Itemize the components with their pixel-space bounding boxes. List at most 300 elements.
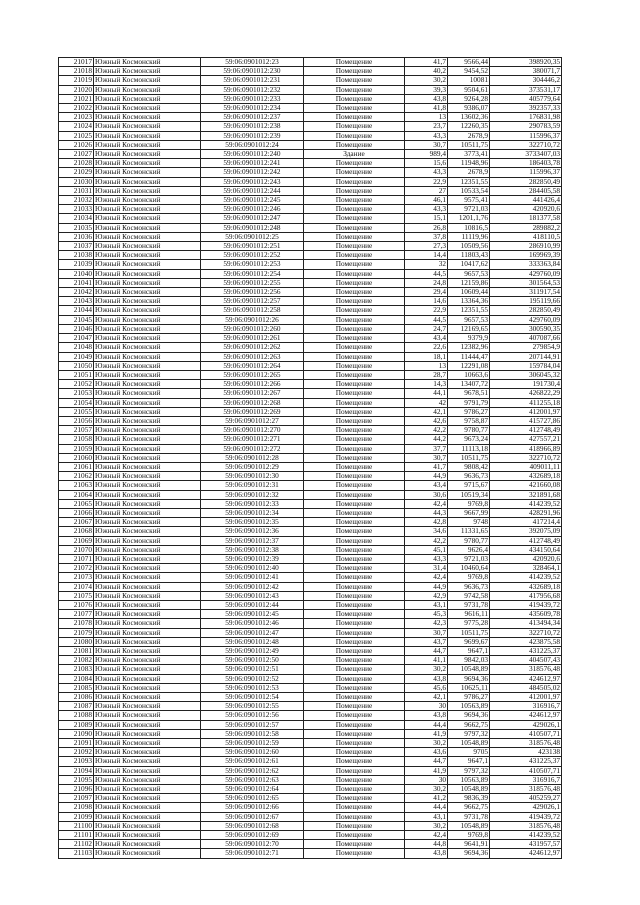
table-row (59, 748, 562, 757)
district-cell: Южный Космонский (94, 711, 201, 720)
row-number-cell: 21041 (59, 278, 94, 287)
area-cell: 43,7 (405, 637, 448, 646)
cadastral-cost-cell: 423138 (490, 748, 562, 757)
object-type-cell: Помещение (304, 499, 405, 508)
row-number-cell: 21030 (59, 177, 94, 186)
cadastral-cost-cell: 316916,7 (490, 775, 562, 784)
row-number-cell: 21047 (59, 334, 94, 343)
row-number-cell: 21043 (59, 297, 94, 306)
row-number-cell: 21042 (59, 288, 94, 297)
table-row (59, 702, 562, 711)
object-type-cell: Помещение (304, 748, 405, 757)
cadastral-cost-cell: 429026,1 (490, 803, 562, 812)
cadastral-cost-cell: 392357,33 (490, 104, 562, 113)
row-number-cell: 21039 (59, 260, 94, 269)
object-type-cell: Помещение (304, 683, 405, 692)
table-row (59, 766, 562, 775)
object-type-cell: Помещение (304, 508, 405, 517)
table-row (59, 794, 562, 803)
object-type-cell: Помещение (304, 94, 405, 103)
cadastral-number-cell: 59:06:0901012:64 (201, 785, 304, 794)
object-type-cell: Помещение (304, 490, 405, 499)
district-cell: Южный Космонский (94, 306, 201, 315)
row-number-cell: 21097 (59, 794, 94, 803)
cadastral-cost-cell: 429760,09 (490, 315, 562, 324)
cadastral-number-cell: 59:06:0901012:244 (201, 186, 304, 195)
unit-value-cell: 9721,03 (448, 554, 490, 563)
table-row (59, 76, 562, 85)
area-cell: 42,4 (405, 499, 448, 508)
table-row (59, 536, 562, 545)
cadastral-number-cell: 59:06:0901012:263 (201, 352, 304, 361)
object-type-cell: Помещение (304, 334, 405, 343)
row-number-cell: 21023 (59, 113, 94, 122)
table-row (59, 306, 562, 315)
cadastral-cost-cell: 279854,9 (490, 343, 562, 352)
row-number-cell: 21050 (59, 361, 94, 370)
table-row (59, 334, 562, 343)
object-type-cell: Помещение (304, 242, 405, 251)
cadastral-number-cell: 59:06:0901012:261 (201, 334, 304, 343)
object-type-cell: Помещение (304, 775, 405, 784)
object-type-cell: Помещение (304, 251, 405, 260)
table-row (59, 785, 562, 794)
area-cell: 44,1 (405, 389, 448, 398)
registry-table-body (59, 58, 562, 859)
row-number-cell: 21078 (59, 619, 94, 628)
area-cell: 29,4 (405, 288, 448, 297)
table-row (59, 582, 562, 591)
area-cell: 42,1 (405, 407, 448, 416)
object-type-cell: Помещение (304, 849, 405, 858)
row-number-cell: 21102 (59, 840, 94, 849)
row-number-cell: 21073 (59, 573, 94, 582)
object-type-cell: Помещение (304, 288, 405, 297)
table-row (59, 150, 562, 159)
cadastral-number-cell: 59:06:0901012:247 (201, 214, 304, 223)
unit-value-cell: 9780,77 (448, 426, 490, 435)
object-type-cell: Помещение (304, 573, 405, 582)
district-cell: Южный Космонский (94, 260, 201, 269)
unit-value-cell: 13407,72 (448, 380, 490, 389)
object-type-cell: Помещение (304, 453, 405, 462)
area-cell: 44,4 (405, 803, 448, 812)
table-row (59, 389, 562, 398)
area-cell: 13 (405, 113, 448, 122)
object-type-cell: Помещение (304, 720, 405, 729)
object-type-cell: Помещение (304, 177, 405, 186)
row-number-cell: 21052 (59, 380, 94, 389)
area-cell: 41,9 (405, 729, 448, 738)
object-type-cell: Помещение (304, 389, 405, 398)
cadastral-cost-cell: 159784,04 (490, 361, 562, 370)
district-cell: Южный Космонский (94, 591, 201, 600)
cadastral-number-cell: 59:06:0901012:234 (201, 104, 304, 113)
area-cell: 44,9 (405, 472, 448, 481)
district-cell: Южный Космонский (94, 223, 201, 232)
table-row (59, 610, 562, 619)
district-cell: Южный Космонский (94, 104, 201, 113)
district-cell: Южный Космонский (94, 324, 201, 333)
row-number-cell: 21025 (59, 131, 94, 140)
object-type-cell: Помещение (304, 665, 405, 674)
table-row (59, 490, 562, 499)
row-number-cell: 21044 (59, 306, 94, 315)
unit-value-cell: 9657,53 (448, 269, 490, 278)
area-cell: 42,9 (405, 591, 448, 600)
cadastral-number-cell: 59:06:0901012:39 (201, 554, 304, 563)
cadastral-number-cell: 59:06:0901012:38 (201, 545, 304, 554)
table-row (59, 122, 562, 131)
cadastral-cost-cell: 410507,71 (490, 729, 562, 738)
district-cell: Южный Космонский (94, 232, 201, 241)
district-cell: Южный Космонский (94, 748, 201, 757)
cadastral-cost-cell: 181377,58 (490, 214, 562, 223)
cadastral-number-cell: 59:06:0901012:51 (201, 665, 304, 674)
row-number-cell: 21081 (59, 647, 94, 656)
area-cell: 30,7 (405, 628, 448, 637)
district-cell: Южный Космонский (94, 444, 201, 453)
district-cell: Южный Космонский (94, 150, 201, 159)
object-type-cell: Помещение (304, 591, 405, 600)
area-cell: 43,1 (405, 812, 448, 821)
unit-value-cell: 9699,67 (448, 637, 490, 646)
cadastral-cost-cell: 410507,71 (490, 766, 562, 775)
cadastral-cost-cell: 417214,4 (490, 518, 562, 527)
unit-value-cell: 11113,18 (448, 444, 490, 453)
district-cell: Южный Космонский (94, 821, 201, 830)
area-cell: 15,1 (405, 214, 448, 223)
cadastral-cost-cell: 424612,97 (490, 674, 562, 683)
table-row (59, 297, 562, 306)
row-number-cell: 21094 (59, 766, 94, 775)
area-cell: 44,4 (405, 720, 448, 729)
area-cell: 30,2 (405, 665, 448, 674)
object-type-cell: Помещение (304, 140, 405, 149)
object-type-cell: Помещение (304, 297, 405, 306)
table-row (59, 545, 562, 554)
row-number-cell: 21060 (59, 453, 94, 462)
cadastral-number-cell: 59:06:0901012:268 (201, 398, 304, 407)
row-number-cell: 21018 (59, 67, 94, 76)
area-cell: 18,1 (405, 352, 448, 361)
cadastral-number-cell: 59:06:0901012:262 (201, 343, 304, 352)
district-cell: Южный Космонский (94, 380, 201, 389)
table-row (59, 380, 562, 389)
unit-value-cell: 10460,64 (448, 564, 490, 573)
unit-value-cell: 10511,75 (448, 140, 490, 149)
table-row (59, 315, 562, 324)
cadastral-number-cell: 59:06:0901012:34 (201, 508, 304, 517)
object-type-cell: Помещение (304, 656, 405, 665)
object-type-cell: Помещение (304, 278, 405, 287)
cadastral-number-cell: 59:06:0901012:27 (201, 416, 304, 425)
table-row (59, 131, 562, 140)
table-row (59, 840, 562, 849)
cadastral-number-cell: 59:06:0901012:55 (201, 702, 304, 711)
district-cell: Южный Космонский (94, 122, 201, 131)
row-number-cell: 21049 (59, 352, 94, 361)
object-type-cell: Помещение (304, 564, 405, 573)
area-cell: 42,1 (405, 693, 448, 702)
cadastral-number-cell: 59:06:0901012:264 (201, 361, 304, 370)
row-number-cell: 21032 (59, 196, 94, 205)
object-type-cell: Помещение (304, 711, 405, 720)
cadastral-number-cell: 59:06:0901012:242 (201, 168, 304, 177)
cadastral-cost-cell: 417956,68 (490, 591, 562, 600)
table-row (59, 775, 562, 784)
object-type-cell: Помещение (304, 67, 405, 76)
cadastral-cost-cell: 420920,6 (490, 554, 562, 563)
cadastral-cost-cell: 282850,49 (490, 177, 562, 186)
row-number-cell: 21022 (59, 104, 94, 113)
area-cell: 41,9 (405, 766, 448, 775)
cadastral-number-cell: 59:06:0901012:231 (201, 76, 304, 85)
table-row (59, 628, 562, 637)
row-number-cell: 21065 (59, 499, 94, 508)
row-number-cell: 21033 (59, 205, 94, 214)
row-number-cell: 21054 (59, 398, 94, 407)
row-number-cell: 21080 (59, 637, 94, 646)
area-cell: 30,7 (405, 453, 448, 462)
row-number-cell: 21062 (59, 472, 94, 481)
cadastral-cost-cell: 432689,18 (490, 582, 562, 591)
unit-value-cell: 11444,47 (448, 352, 490, 361)
table-row (59, 527, 562, 536)
table-row (59, 499, 562, 508)
area-cell: 44,7 (405, 757, 448, 766)
row-number-cell: 21057 (59, 426, 94, 435)
row-number-cell: 21087 (59, 702, 94, 711)
row-number-cell: 21067 (59, 518, 94, 527)
cadastral-cost-cell: 304446,2 (490, 76, 562, 85)
table-row (59, 683, 562, 692)
unit-value-cell: 10081 (448, 76, 490, 85)
table-row (59, 407, 562, 416)
district-cell: Южный Космонский (94, 674, 201, 683)
object-type-cell: Помещение (304, 205, 405, 214)
table-row (59, 803, 562, 812)
table-row (59, 720, 562, 729)
unit-value-cell: 9797,32 (448, 766, 490, 775)
object-type-cell: Помещение (304, 702, 405, 711)
district-cell: Южный Космонский (94, 647, 201, 656)
row-number-cell: 21070 (59, 545, 94, 554)
cadastral-cost-cell: 398920,35 (490, 58, 562, 67)
cadastral-number-cell: 59:06:0901012:232 (201, 85, 304, 94)
unit-value-cell: 9836,39 (448, 794, 490, 803)
area-cell: 14,3 (405, 380, 448, 389)
area-cell: 989,4 (405, 150, 448, 159)
unit-value-cell: 9379,9 (448, 334, 490, 343)
unit-value-cell: 12169,65 (448, 324, 490, 333)
row-number-cell: 21092 (59, 748, 94, 757)
row-number-cell: 21100 (59, 821, 94, 830)
object-type-cell: Помещение (304, 76, 405, 85)
row-number-cell: 21064 (59, 490, 94, 499)
object-type-cell: Помещение (304, 85, 405, 94)
table-row (59, 693, 562, 702)
area-cell: 30,2 (405, 739, 448, 748)
cadastral-cost-cell: 115996,37 (490, 168, 562, 177)
object-type-cell: Помещение (304, 582, 405, 591)
unit-value-cell: 9647,1 (448, 757, 490, 766)
cadastral-number-cell: 59:06:0901012:24 (201, 140, 304, 149)
unit-value-cell: 11948,96 (448, 159, 490, 168)
cadastral-number-cell: 59:06:0901012:54 (201, 693, 304, 702)
row-number-cell: 21096 (59, 785, 94, 794)
cadastral-cost-cell: 419439,72 (490, 812, 562, 821)
cadastral-cost-cell: 186403,78 (490, 159, 562, 168)
cadastral-cost-cell: 409011,11 (490, 462, 562, 471)
unit-value-cell: 9842,03 (448, 656, 490, 665)
cadastral-cost-cell: 392075,09 (490, 527, 562, 536)
area-cell: 15,6 (405, 159, 448, 168)
unit-value-cell: 13364,36 (448, 297, 490, 306)
unit-value-cell: 12382,96 (448, 343, 490, 352)
area-cell: 44,2 (405, 435, 448, 444)
district-cell: Южный Космонский (94, 278, 201, 287)
area-cell: 43,6 (405, 748, 448, 757)
area-cell: 43,8 (405, 674, 448, 683)
area-cell: 45,3 (405, 610, 448, 619)
cadastral-number-cell: 59:06:0901012:50 (201, 656, 304, 665)
object-type-cell: Помещение (304, 821, 405, 830)
unit-value-cell: 1201,1,76 (448, 214, 490, 223)
object-type-cell: Помещение (304, 186, 405, 195)
table-row (59, 278, 562, 287)
cadastral-number-cell: 59:06:0901012:255 (201, 278, 304, 287)
row-number-cell: 21084 (59, 674, 94, 683)
cadastral-cost-cell: 421660,08 (490, 481, 562, 490)
object-type-cell: Помещение (304, 324, 405, 333)
cadastral-number-cell: 59:06:0901012:258 (201, 306, 304, 315)
table-row (59, 196, 562, 205)
district-cell: Южный Космонский (94, 693, 201, 702)
row-number-cell: 21028 (59, 159, 94, 168)
area-cell: 41,2 (405, 794, 448, 803)
unit-value-cell: 9694,36 (448, 674, 490, 683)
row-number-cell: 21103 (59, 849, 94, 858)
district-cell: Южный Космонский (94, 334, 201, 343)
cadastral-cost-cell: 405779,64 (490, 94, 562, 103)
row-number-cell: 21089 (59, 720, 94, 729)
cadastral-cost-cell: 414239,52 (490, 831, 562, 840)
row-number-cell: 21101 (59, 831, 94, 840)
unit-value-cell: 10609,44 (448, 288, 490, 297)
cadastral-number-cell: 59:06:0901012:254 (201, 269, 304, 278)
cadastral-cost-cell: 407087,66 (490, 334, 562, 343)
area-cell: 14,4 (405, 251, 448, 260)
area-cell: 44,8 (405, 840, 448, 849)
cadastral-cost-cell: 423875,58 (490, 637, 562, 646)
area-cell: 39,3 (405, 85, 448, 94)
cadastral-cost-cell: 428291,96 (490, 508, 562, 517)
area-cell: 43,3 (405, 131, 448, 140)
cadastral-cost-cell: 429760,09 (490, 269, 562, 278)
area-cell: 43,3 (405, 205, 448, 214)
cadastral-cost-cell: 431225,37 (490, 757, 562, 766)
object-type-cell: Помещение (304, 306, 405, 315)
object-type-cell: Помещение (304, 739, 405, 748)
row-number-cell: 21036 (59, 232, 94, 241)
district-cell: Южный Космонский (94, 352, 201, 361)
cadastral-cost-cell: 418966,89 (490, 444, 562, 453)
row-number-cell: 21024 (59, 122, 94, 131)
area-cell: 44,5 (405, 315, 448, 324)
district-cell: Южный Космонский (94, 628, 201, 637)
district-cell: Южный Космонский (94, 58, 201, 67)
area-cell: 26,8 (405, 223, 448, 232)
unit-value-cell: 9626,4 (448, 545, 490, 554)
object-type-cell: Помещение (304, 831, 405, 840)
unit-value-cell: 10548,89 (448, 665, 490, 674)
object-type-cell: Помещение (304, 223, 405, 232)
object-type-cell: Помещение (304, 398, 405, 407)
table-row (59, 435, 562, 444)
object-type-cell: Помещение (304, 600, 405, 609)
cadastral-cost-cell: 115996,37 (490, 131, 562, 140)
district-cell: Южный Космонский (94, 407, 201, 416)
object-type-cell: Помещение (304, 536, 405, 545)
cadastral-cost-cell: 441426,4 (490, 196, 562, 205)
row-number-cell: 21072 (59, 564, 94, 573)
cadastral-cost-cell: 318576,48 (490, 665, 562, 674)
cadastral-cost-cell: 322710,72 (490, 628, 562, 637)
area-cell: 43,8 (405, 94, 448, 103)
district-cell: Южный Космонский (94, 85, 201, 94)
table-row (59, 205, 562, 214)
district-cell: Южный Космонский (94, 766, 201, 775)
cadastral-cost-cell: 207144,91 (490, 352, 562, 361)
table-row (59, 821, 562, 830)
cadastral-number-cell: 59:06:0901012:260 (201, 324, 304, 333)
object-type-cell: Помещение (304, 729, 405, 738)
unit-value-cell: 9742,58 (448, 591, 490, 600)
area-cell: 22,9 (405, 306, 448, 315)
district-cell: Южный Космонский (94, 527, 201, 536)
cadastral-number-cell: 59:06:0901012:237 (201, 113, 304, 122)
cadastral-cost-cell: 414239,52 (490, 573, 562, 582)
unit-value-cell: 9786,27 (448, 407, 490, 416)
row-number-cell: 21068 (59, 527, 94, 536)
row-number-cell: 21093 (59, 757, 94, 766)
table-row (59, 251, 562, 260)
area-cell: 44,7 (405, 647, 448, 656)
cadastral-number-cell: 59:06:0901012:31 (201, 481, 304, 490)
row-number-cell: 21066 (59, 508, 94, 517)
unit-value-cell: 9673,24 (448, 435, 490, 444)
cadastral-cost-cell: 424612,97 (490, 849, 562, 858)
unit-value-cell: 9504,61 (448, 85, 490, 94)
table-row (59, 67, 562, 76)
table-row (59, 214, 562, 223)
district-cell: Южный Космонский (94, 370, 201, 379)
area-cell: 41,7 (405, 58, 448, 67)
district-cell: Южный Космонский (94, 140, 201, 149)
unit-value-cell: 12159,86 (448, 278, 490, 287)
cadastral-number-cell: 59:06:0901012:45 (201, 610, 304, 619)
district-cell: Южный Космонский (94, 196, 201, 205)
unit-value-cell: 9769,8 (448, 831, 490, 840)
table-row (59, 85, 562, 94)
cadastral-cost-cell: 380071,7 (490, 67, 562, 76)
district-cell: Южный Космонский (94, 297, 201, 306)
area-cell: 31,4 (405, 564, 448, 573)
object-type-cell: Помещение (304, 610, 405, 619)
unit-value-cell: 10563,89 (448, 702, 490, 711)
cadastral-number-cell: 59:06:0901012:41 (201, 573, 304, 582)
